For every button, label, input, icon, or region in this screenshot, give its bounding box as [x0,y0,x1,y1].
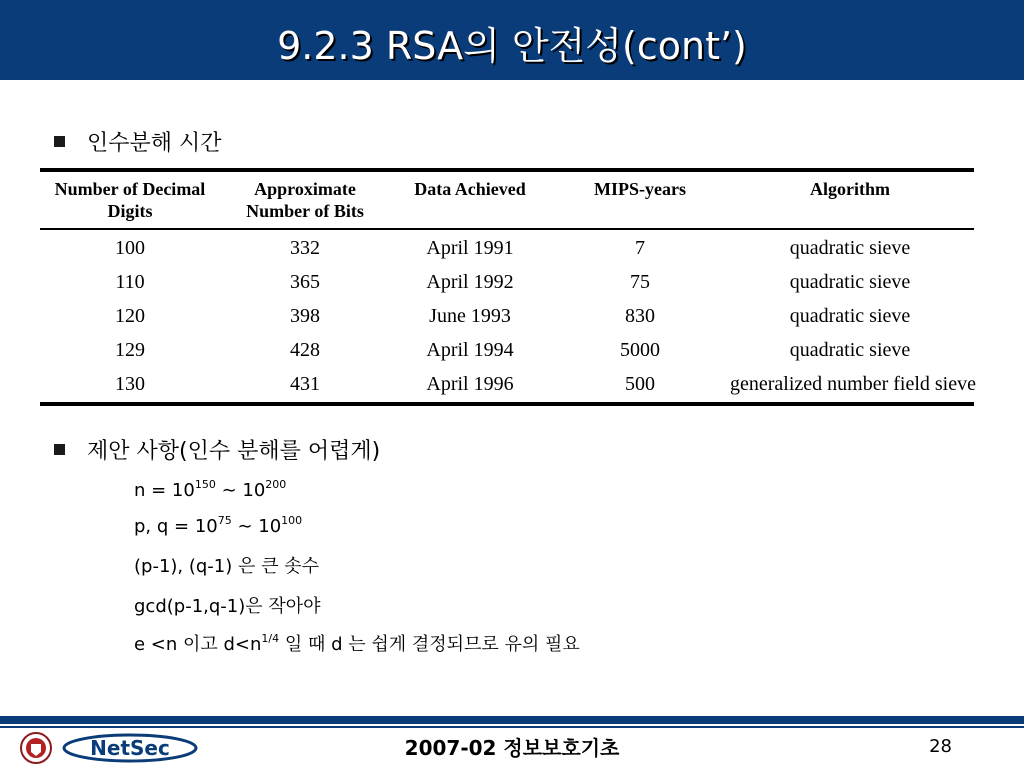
cell-bits: 428 [290,339,320,361]
page-number: 28 [929,736,952,757]
cell-mips: 75 [630,271,650,293]
cell-mips: 830 [625,305,655,327]
bullet-square-icon [54,136,65,147]
condition-e-exp: 1/4 [261,632,280,645]
bullet-factoring-time [54,126,222,157]
condition-e [134,630,580,656]
condition-pq-exp1: 75 [217,514,232,527]
condition-gcd: gcd(p-1,q-1)은 작아야 [134,596,321,617]
table-bottom-rule [40,402,974,406]
condition-n-prefix: n = 10 [134,480,195,501]
cell-algorithm: quadratic sieve [789,271,911,293]
header-line: Algorithm [810,179,890,199]
condition-n-exp2: 200 [265,478,287,491]
cell-digits: 130 [115,373,145,395]
footer-rule-thin [0,726,1024,728]
cell-bits: 398 [290,305,320,327]
cell-algorithm: generalized number field sieve [730,373,976,395]
header-line: MIPS-years [594,179,686,199]
header-decimal-digits [50,178,210,222]
footer-course: 2007-02 정보보호기초 [404,736,620,760]
slide-title: 9.2.3 RSA의 안전성(cont’) [277,24,747,68]
header-line: Data Achieved [414,179,526,199]
header-line: Number of Decimal [54,179,206,199]
condition-n-exp1: 150 [194,478,216,491]
cell-digits: 129 [115,339,145,361]
condition-e-suffix: 일 때 d 는 쉽게 결정되므로 유의 필요 [279,634,580,655]
table-top-rule [40,168,974,172]
cell-digits: 100 [115,237,145,259]
header-line: Approximate [254,179,356,199]
cell-bits: 431 [290,373,320,395]
table-header-rule [40,228,974,230]
condition-n-mid: ∼ 10 [215,480,266,501]
cell-algorithm: quadratic sieve [789,305,911,327]
cell-digits: 120 [115,305,145,327]
cell-algorithm: quadratic sieve [789,237,911,259]
bullet-factoring-time-text: 인수분해 시간 [87,131,222,156]
condition-n [134,478,286,501]
bullet-square-icon [54,444,65,455]
header-mips-years [570,178,710,200]
condition-pq [134,514,302,537]
cell-date: June 1993 [429,305,511,327]
cell-mips: 5000 [620,339,660,361]
cell-bits: 332 [290,237,320,259]
condition-prime: (p-1), (q-1) 은 큰 솟수 [134,556,319,577]
cell-date: April 1991 [426,237,514,259]
cell-date: April 1994 [426,339,514,361]
cell-mips: 7 [635,237,645,259]
factoring-table [40,168,974,406]
condition-pq-exp2: 100 [281,514,303,527]
header-approx-bits [230,178,380,222]
cell-date: April 1992 [426,271,514,293]
header-algorithm [730,178,970,200]
condition-e-prefix: e <n 이고 d<n [134,634,262,655]
cell-digits: 110 [115,271,145,293]
netsec-logo-text: NetSec [90,736,170,760]
header-line: Digits [107,201,153,221]
bullet-suggestions-text: 제안 사항(인수 분해를 어렵게) [87,439,381,464]
bullet-suggestions [54,434,380,465]
footer-rule [0,716,1024,724]
cell-bits: 365 [290,271,320,293]
condition-pq-mid: ∼ 10 [231,516,282,537]
cell-mips: 500 [625,373,655,395]
cell-algorithm: quadratic sieve [789,339,911,361]
cell-date: April 1996 [426,373,514,395]
header-line: Number of Bits [246,201,364,221]
condition-pq-prefix: p, q = 10 [134,516,218,537]
header-data-achieved [400,178,540,200]
